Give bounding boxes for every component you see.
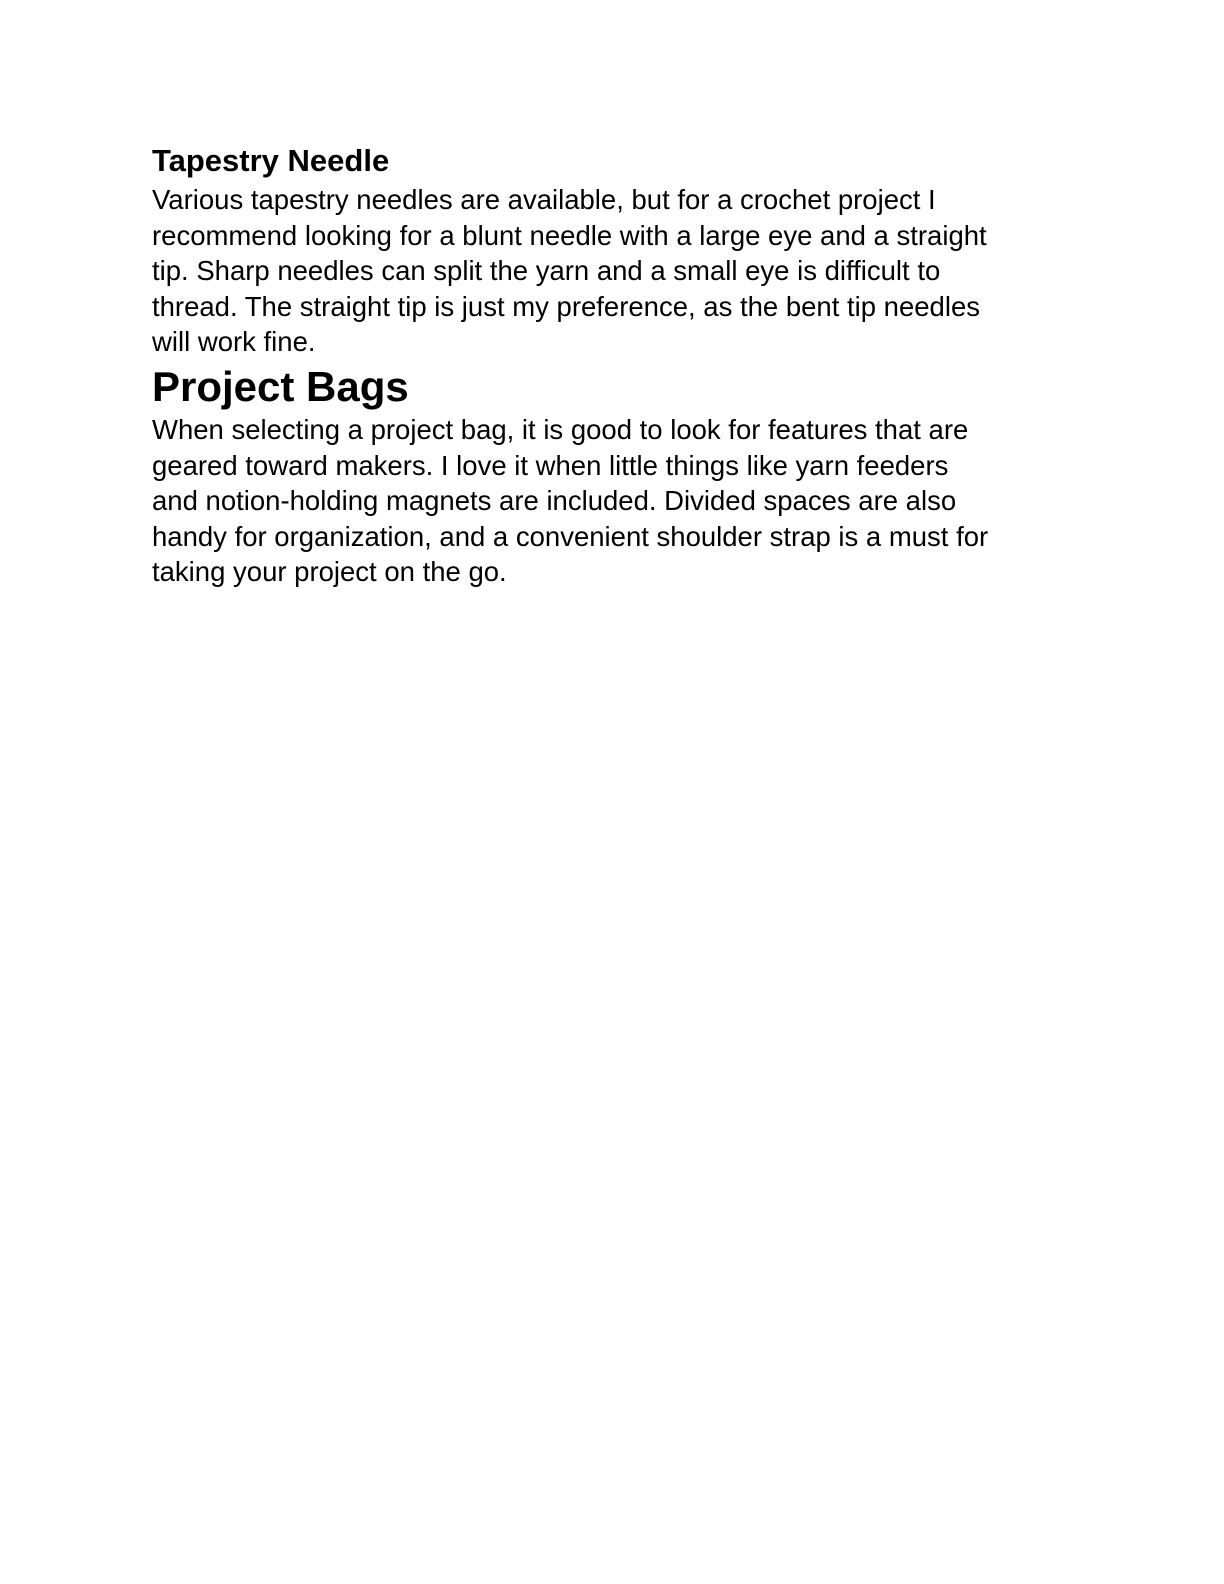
tapestry-needle-paragraph: Various tapestry needles are available, but for a crochet project I recommend looking for a blunt needle with a large eye and a straight tip. Sharp needles can split the yarn and a small eye is difficult to thread. The straight tip is just my preference, as the bent tip needles will work fine. (152, 184, 987, 358)
project-bags-heading: Project Bags (152, 362, 409, 410)
project-bags-paragraph: When selecting a project bag, it is good to look for features that are geared toward makers. I love it when little things like yarn feeders and notion-holding magnets are included. Divided spaces are also handy for organization, and a convenient shoulder strap is a must for taking your project on the go. (152, 413, 989, 588)
tapestry-needle-heading: Tapestry Needle (152, 143, 390, 178)
document-page (152, 140, 1072, 590)
